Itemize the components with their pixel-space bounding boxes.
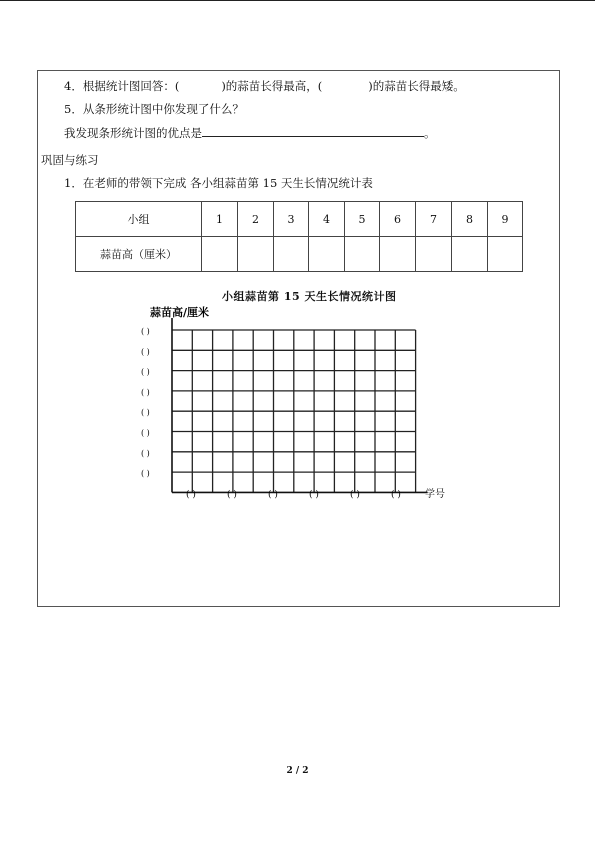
x-tick-label: ( ) (268, 490, 278, 500)
x-tick-label: ( ) (227, 490, 237, 500)
y-tick-labels (141, 327, 150, 478)
question-4-part-b: )的蒜苗长得最高，( (221, 79, 323, 93)
y-tick-label: ( ) (141, 428, 150, 438)
question-6-end: 。 (424, 126, 436, 140)
group-9-header: 9 (488, 202, 523, 237)
group-8-header: 8 (452, 202, 488, 237)
question-4-part-c: )的蒜苗长得最矮。 (368, 79, 465, 93)
group-5-header: 5 (345, 202, 380, 237)
group-1-header: 1 (202, 202, 238, 237)
y-axis-label: 蒜苗高/厘米 (150, 306, 210, 319)
y-tick-label: ( ) (141, 469, 150, 479)
y-tick-label: ( ) (141, 347, 150, 357)
y-tick-label: ( ) (141, 367, 150, 377)
chart-axes (172, 318, 428, 492)
x-tick-label: ( ) (350, 490, 360, 500)
group-7-header: 7 (416, 202, 452, 237)
x-axis-label: 学号 (425, 489, 445, 500)
x-tick-label: ( ) (186, 490, 196, 500)
page-number: 2 / 2 (286, 766, 309, 776)
y-tick-label: ( ) (141, 448, 150, 458)
section-heading: 巩固与练习 (41, 153, 99, 167)
group-4-header: 4 (309, 202, 345, 237)
x-tick-label: ( ) (309, 490, 319, 500)
y-tick-label: ( ) (141, 327, 150, 336)
table-header-group: 小组 (76, 202, 202, 237)
chart-grid (172, 330, 416, 492)
y-tick-label: ( ) (141, 387, 150, 397)
group-6-header: 6 (380, 202, 416, 237)
chart-title: 小组蒜苗第 15 天生长情况统计图 (222, 290, 397, 303)
table-header-height: 蒜苗高（厘米） (76, 237, 202, 272)
question-6-text: 我发现条形统计图的优点是 (64, 126, 202, 140)
x-tick-label: ( ) (391, 490, 401, 500)
y-tick-label: ( ) (141, 408, 150, 418)
group-2-header: 2 (238, 202, 274, 237)
question-4-part-a: 4．根据统计图回答：( (64, 79, 180, 93)
question-5: 5．从条形统计图中你发现了什么？ (64, 102, 244, 116)
exercise-1: 1．在老师的带领下完成 各小组蒜苗第 15 天生长情况统计表 (64, 176, 373, 190)
group-3-header: 3 (274, 202, 309, 237)
